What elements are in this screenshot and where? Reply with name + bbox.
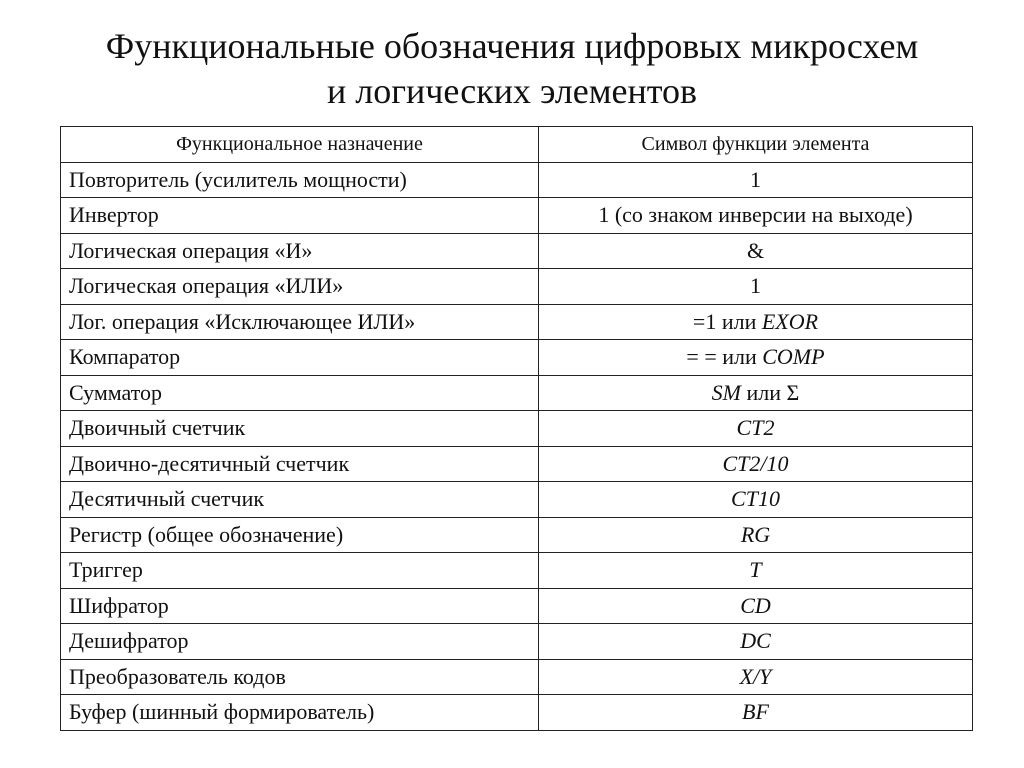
- row-symbol: [539, 375, 973, 411]
- row-symbol: [539, 517, 973, 553]
- symbol-main: 1: [750, 166, 761, 192]
- symbol-main: CT2: [736, 415, 775, 441]
- symbol-main: CT2/10: [722, 450, 789, 476]
- page-title-line-2: и логических элементов: [326, 71, 697, 111]
- row-function: Дешифратор: [61, 624, 539, 660]
- table-row: [61, 695, 973, 731]
- table-row: [61, 588, 973, 624]
- symbol-main: DC: [740, 628, 771, 654]
- row-symbol: [539, 340, 973, 376]
- row-function: Регистр (общее обозначение): [61, 517, 539, 553]
- symbol-note: (со знаком инверсии на выходе): [609, 202, 913, 228]
- table-row: [61, 304, 973, 340]
- row-symbol: [539, 482, 973, 518]
- row-function: Компаратор: [61, 340, 539, 376]
- symbol-main: SM: [711, 379, 741, 405]
- symbols-table: [60, 126, 973, 731]
- row-function: Десятичный счетчик: [61, 482, 539, 518]
- row-symbol: [539, 659, 973, 695]
- table-row: [61, 375, 973, 411]
- table-row: [61, 340, 973, 376]
- row-symbol: [539, 624, 973, 660]
- table-row: [61, 269, 973, 305]
- symbol-main: T: [749, 557, 762, 583]
- symbol-main: X/Y: [739, 663, 772, 689]
- row-function: Буфер (шинный формирователь): [61, 695, 539, 731]
- symbol-note: COMP: [762, 344, 825, 370]
- row-symbol: [539, 588, 973, 624]
- row-function: Логическая операция «ИЛИ»: [61, 269, 539, 305]
- table-row: [61, 659, 973, 695]
- symbol-main: =1 или: [692, 308, 762, 334]
- header-function: Функциональное назначение: [61, 127, 539, 163]
- row-symbol: [539, 553, 973, 589]
- symbol-main: RG: [740, 521, 771, 547]
- row-symbol: [539, 162, 973, 198]
- row-function: Триггер: [61, 553, 539, 589]
- row-symbol: [539, 269, 973, 305]
- symbol-note: EXOR: [761, 308, 819, 334]
- row-function: Шифратор: [61, 588, 539, 624]
- symbol-main: CT10: [731, 486, 780, 512]
- table-row: [61, 162, 973, 198]
- table-row: [61, 482, 973, 518]
- row-symbol: [539, 233, 973, 269]
- symbol-main: = = или: [686, 344, 763, 370]
- row-function: Двоичный счетчик: [61, 411, 539, 447]
- row-symbol: [539, 198, 973, 234]
- symbol-note: или Σ: [740, 379, 800, 405]
- row-function: Повторитель (усилитель мощности): [61, 162, 539, 198]
- table-row: [61, 198, 973, 234]
- row-function: Преобразователь кодов: [61, 659, 539, 695]
- row-function: Двоично-десятичный счетчик: [61, 446, 539, 482]
- header-symbol: Символ функции элемента: [539, 127, 973, 163]
- symbol-main: BF: [742, 699, 769, 725]
- row-symbol: [539, 411, 973, 447]
- row-symbol: [539, 304, 973, 340]
- table-row: [61, 411, 973, 447]
- row-symbol: [539, 695, 973, 731]
- symbol-main: CD: [740, 592, 771, 618]
- row-function: Логическая операция «И»: [61, 233, 539, 269]
- table-header-row: [61, 127, 973, 163]
- row-function: Лог. операция «Исключающее ИЛИ»: [61, 304, 539, 340]
- symbol-main: 1: [750, 273, 761, 299]
- table-row: [61, 624, 973, 660]
- page-title-line-1: Функциональные обозначения цифровых микросхем: [105, 26, 919, 66]
- row-function: Сумматор: [61, 375, 539, 411]
- table-row: [61, 553, 973, 589]
- symbol-main: &: [746, 237, 765, 263]
- row-symbol: [539, 446, 973, 482]
- table-row: [61, 446, 973, 482]
- table-row: [61, 517, 973, 553]
- row-function: Инвертор: [61, 198, 539, 234]
- table-row: [61, 233, 973, 269]
- page-title: [0, 24, 1024, 114]
- symbol-main: 1: [598, 202, 610, 228]
